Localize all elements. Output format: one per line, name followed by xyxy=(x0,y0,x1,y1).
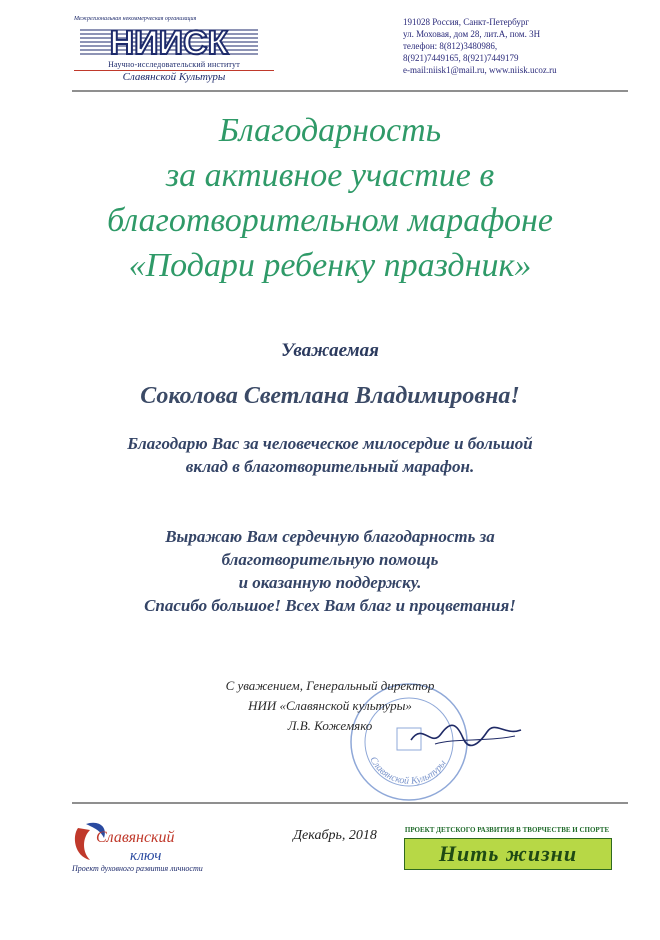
logo-word-1: Славянский xyxy=(96,829,175,846)
contact-line: 8(921)7449165, 8(921)7449179 xyxy=(403,53,519,63)
contact-line: e-mail:niisk1@mail.ru, www.niisk.ucoz.ru xyxy=(403,65,557,75)
logo-caption-top: Межрегиональная некоммерческая организация xyxy=(74,16,197,22)
signature-line: С уважением, Генеральный директор xyxy=(225,678,435,693)
paragraph-line: Спасибо большое! Всех Вам благ и процветания! xyxy=(144,596,516,615)
paragraph-line: благотворительную помощь xyxy=(221,550,439,569)
gratitude-paragraph-2 xyxy=(30,525,630,617)
title-line: Благодарность xyxy=(218,112,442,149)
thread-of-life-logo xyxy=(398,826,616,872)
contact-block xyxy=(403,16,643,76)
logo-subtitle-1: Научно-исследовательский институт xyxy=(108,60,240,69)
title-line: «Подари ребенку праздник» xyxy=(128,247,532,284)
paragraph-line: вклад в благотворительный марафон. xyxy=(185,457,475,476)
logo-mark xyxy=(74,22,264,62)
title-line: за активное участие в xyxy=(165,157,495,194)
paragraph-line: Выражаю Вам сердечную благодарность за xyxy=(165,527,495,546)
stamp-text: Славянской Культуры xyxy=(367,754,449,787)
paragraph-line: Благодарю Вас за человеческое милосердие и большой xyxy=(127,434,533,453)
thread-of-life-title: Нить жизни xyxy=(404,838,612,870)
greeting: Уважаемая xyxy=(281,340,379,361)
logo-subtitle-2: Славянской Культуры xyxy=(122,71,226,83)
contact-line: 191028 Россия, Санкт-Петербург xyxy=(403,17,530,27)
gratitude-paragraph-1 xyxy=(30,432,630,478)
paragraph-line: и оказанную поддержку. xyxy=(238,573,422,592)
document-date: Декабрь, 2018 xyxy=(293,828,377,843)
recipient-name: Соколова Светлана Владимировна! xyxy=(140,383,520,409)
thread-of-life-tagline: ПРОЕКТ ДЕТСКОГО РАЗВИТИЯ В ТВОРЧЕСТВЕ И СПОРТЕ xyxy=(404,826,610,834)
title-line: благотворительном марафоне xyxy=(107,202,553,239)
handwritten-signature xyxy=(405,714,525,754)
header-divider xyxy=(72,90,628,92)
certificate-title xyxy=(40,108,620,288)
footer-divider xyxy=(72,802,628,804)
signature-line: Л.В. Кожемяко xyxy=(287,718,373,733)
contact-line: ул. Моховая, дом 28, лит.А, пом. 3Н xyxy=(403,29,541,39)
logo-lettering: НИИСК xyxy=(109,24,229,62)
contact-line: телефон: 8(812)3480986, xyxy=(403,41,498,51)
signature-line: НИИ «Славянской культуры» xyxy=(248,698,412,713)
logo-word-2: ключ xyxy=(130,848,162,864)
slavic-key-caption: Проект духовного развития личности xyxy=(72,864,203,873)
institute-logo xyxy=(74,16,274,86)
